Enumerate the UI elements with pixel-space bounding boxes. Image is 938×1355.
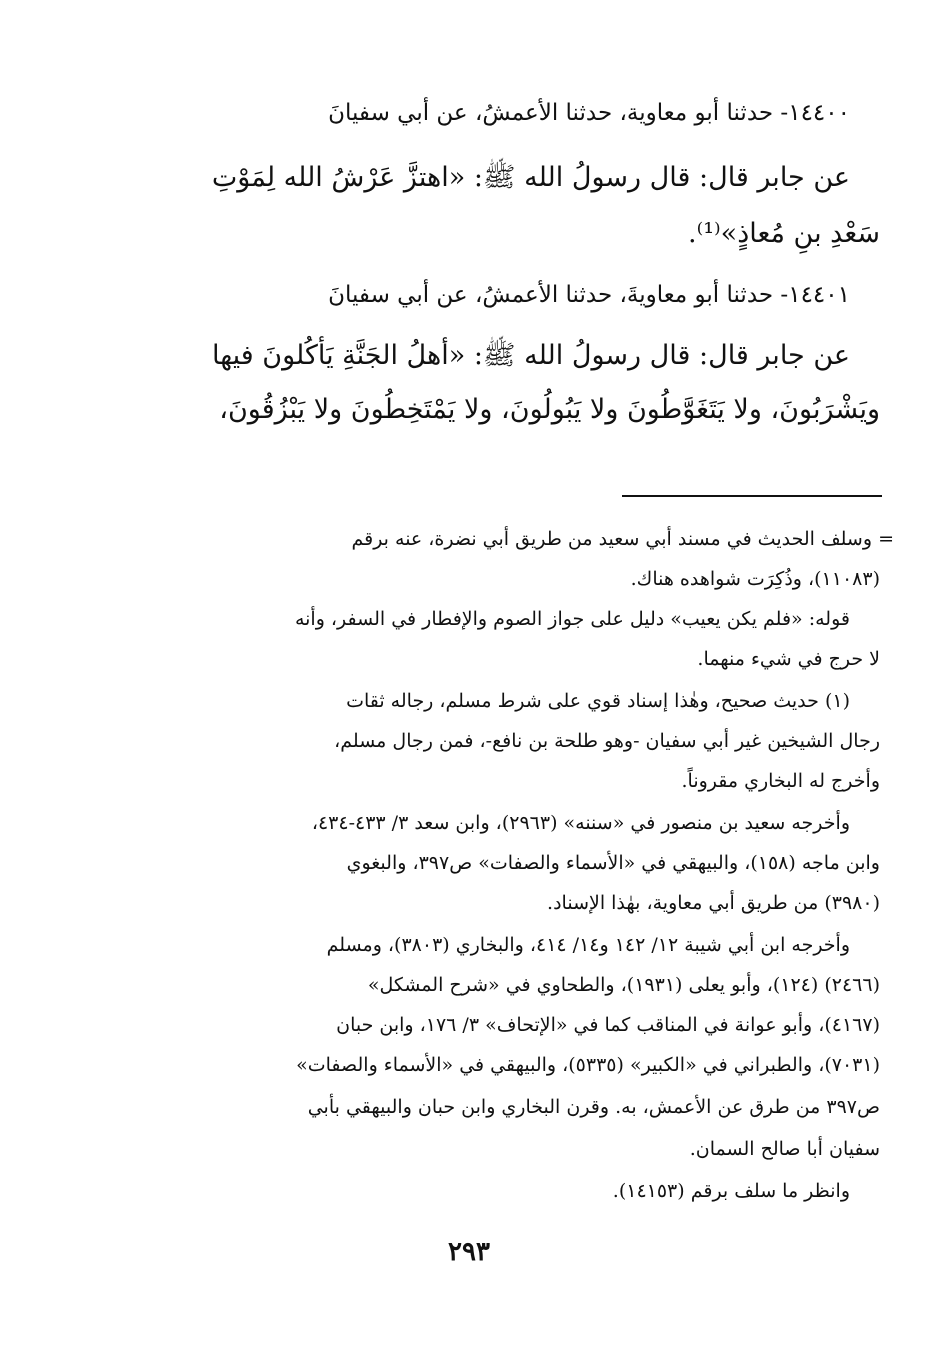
page-number: ٢٩٣ [448,1237,490,1267]
footnote-line: = وسلف الحديث في مسند أبي سعيد من طريق أبي نضرة، عنه برقم [351,528,894,550]
footnote-1-line: (٣٩٨٠) من طريق أبي معاوية، بهٰذا الإسناد. [547,892,880,914]
footnote-line: قوله: «فلم يكن يعيب» دليل على جواز الصوم والإفطار في السفر، وأنه [294,608,850,630]
footnote-1-line: وأخرجه سعيد بن منصور في «سننه» (٢٩٦٣)، وابن سعد ٣/ ٤٣٣-٤٣٤، [311,812,850,834]
footnote-1-line: ص٣٩٧ من طرق عن الأعمش، به. وقرن البخاري وابن حبان والبيهقي بأبي [307,1096,880,1118]
footnote-1-line: (٤١٦٧)، وأبو عوانة في المناقب كما في «الإتحاف» ٣/ ١٧٦، وابن حبان [336,1014,880,1036]
footnote-line: لا حرج في شيء منهما. [697,648,880,670]
footnote-1-line: وانظر ما سلف برقم (١٤١٥٣). [612,1180,850,1202]
footnote-1-line: (٧٠٣١)، والطبراني في «الكبير» (٥٣٣٥)، والبيهقي في «الأسماء والصفات» [296,1054,880,1076]
hadith-14400-text-line-1: عن جابر قال: قال رسولُ الله ﷺ: «اهتزَّ عَرْشُ الله لِمَوْتِ [211,162,850,193]
footnote-separator [622,495,882,497]
footnote-1-line: وأخرجه ابن أبي شيبة ١٢/ ١٤٢ و١٤/ ٤١٤، والبخاري (٣٨٠٣)، ومسلم [326,934,850,956]
hadith-14400-heading: ١٤٤٠٠- حدثنا أبو معاوية، حدثنا الأعمشُ، عن أبي سفيانَ [328,100,850,126]
footnote-1-line: (١) حديث صحيح، وهٰذا إسناد قوي على شرط مسلم، رجاله ثقات [346,690,850,712]
footnote-1-line: (٢٤٦٦) (١٢٤)، وأبو يعلى (١٩٣١)، والطحاوي في «شرح المشكل» [367,974,880,996]
hadith-14401-text-line-2: ويَشْرَبُونَ، ولا يَتَغَوَّطُونَ ولا يَبُولُونَ، ولا يَمْتَخِطُونَ ولا يَبْزُقُونَ، [219,394,880,425]
footnote-1-line: وأخرج له البخاري مقروناً. [681,770,880,792]
footnote-1-line: وابن ماجه (١٥٨)، والبيهقي في «الأسماء والصفات» ص٣٩٧، والبغوي [346,852,880,874]
footnote-line: (١١٠٨٣)، وذُكِرَت شواهده هناك. [630,568,880,590]
footnote-1-line: رجال الشيخين غير أبي سفيان -وهو طلحة بن نافع-، فمن رجال مسلم، [334,730,880,752]
hadith-14401-text-line-1: عن جابر قال: قال رسولُ الله ﷺ: «أهلُ الجَنَّةِ يَأكُلونَ فيها [211,340,850,371]
hadith-14400-text-line-2: سَعْدِ بنِ مُعاذٍ»⁽¹⁾. [688,218,880,249]
footnote-1-line: سفيان أبا صالح السمان. [689,1138,880,1160]
hadith-14401-heading: ١٤٤٠١- حدثنا أبو معاويةَ، حدثنا الأعمشُ، عن أبي سفيانَ [328,282,850,308]
